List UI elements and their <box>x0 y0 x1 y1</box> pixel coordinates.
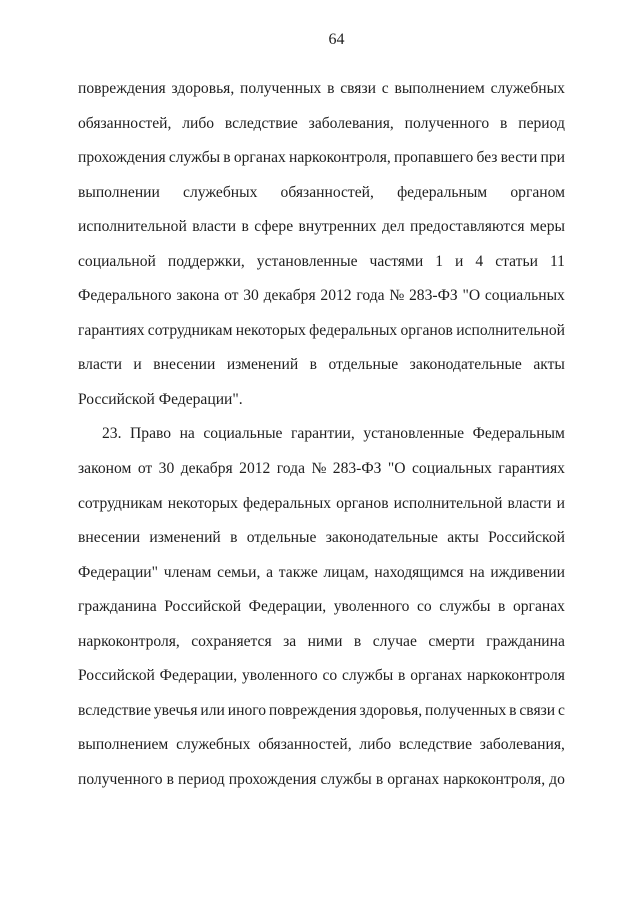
text-line: Российской Федерации, уволенного со службы в органах наркоконтроля <box>78 667 565 685</box>
text-line: гарантиях сотрудникам некоторых федеральных органов исполнительной <box>78 321 565 339</box>
text-line: полученного в период прохождения службы в органах наркоконтроля, до <box>78 770 565 788</box>
text-line: выполнением служебных обязанностей, либо вследствие заболевания, <box>78 736 565 754</box>
text-line: гражданина Российской Федерации, уволенного со службы в органах <box>78 598 565 616</box>
page-number: 64 <box>328 31 345 48</box>
text-line: исполнительной власти в сфере внутренних дел предоставляются меры <box>78 218 565 236</box>
text-line: внесении изменений в отдельные законодательные акты Российской <box>78 529 565 547</box>
text-line: прохождения службы в органах наркоконтроля, пропавшего без вести при <box>78 149 565 167</box>
document-body <box>78 72 565 797</box>
text-line: обязанностей, либо вследствие заболевания, полученного в период <box>78 114 565 132</box>
text-line: 23. Право на социальные гарантии, установленные Федеральным <box>102 425 565 443</box>
text-line: сотрудникам некоторых федеральных органов исполнительной власти и <box>78 494 565 512</box>
text-line: Федерации" членам семьи, а также лицам, находящимся на иждивении <box>78 563 565 581</box>
text-line: наркоконтроля, сохраняется за ними в случае смерти гражданина <box>78 632 565 650</box>
text-line: социальной поддержки, установленные частями 1 и 4 статьи 11 <box>78 252 565 270</box>
text-line: Российской Федерации". <box>78 390 243 408</box>
text-line: повреждения здоровья, полученных в связи с выполнением служебных <box>78 80 565 97</box>
paragraph <box>78 72 565 417</box>
text-line: выполнении служебных обязанностей, федеральным органом <box>78 183 565 201</box>
text-line: Федерального закона от 30 декабря 2012 года № 283-ФЗ "О социальных <box>78 287 565 305</box>
text-line: законом от 30 декабря 2012 года № 283-ФЗ "О социальных гарантиях <box>78 460 565 478</box>
text-line: вследствие увечья или иного повреждения здоровья, полученных в связи с <box>78 701 565 719</box>
paragraph <box>78 417 565 797</box>
text-line: власти и внесении изменений в отдельные законодательные акты <box>78 356 565 374</box>
